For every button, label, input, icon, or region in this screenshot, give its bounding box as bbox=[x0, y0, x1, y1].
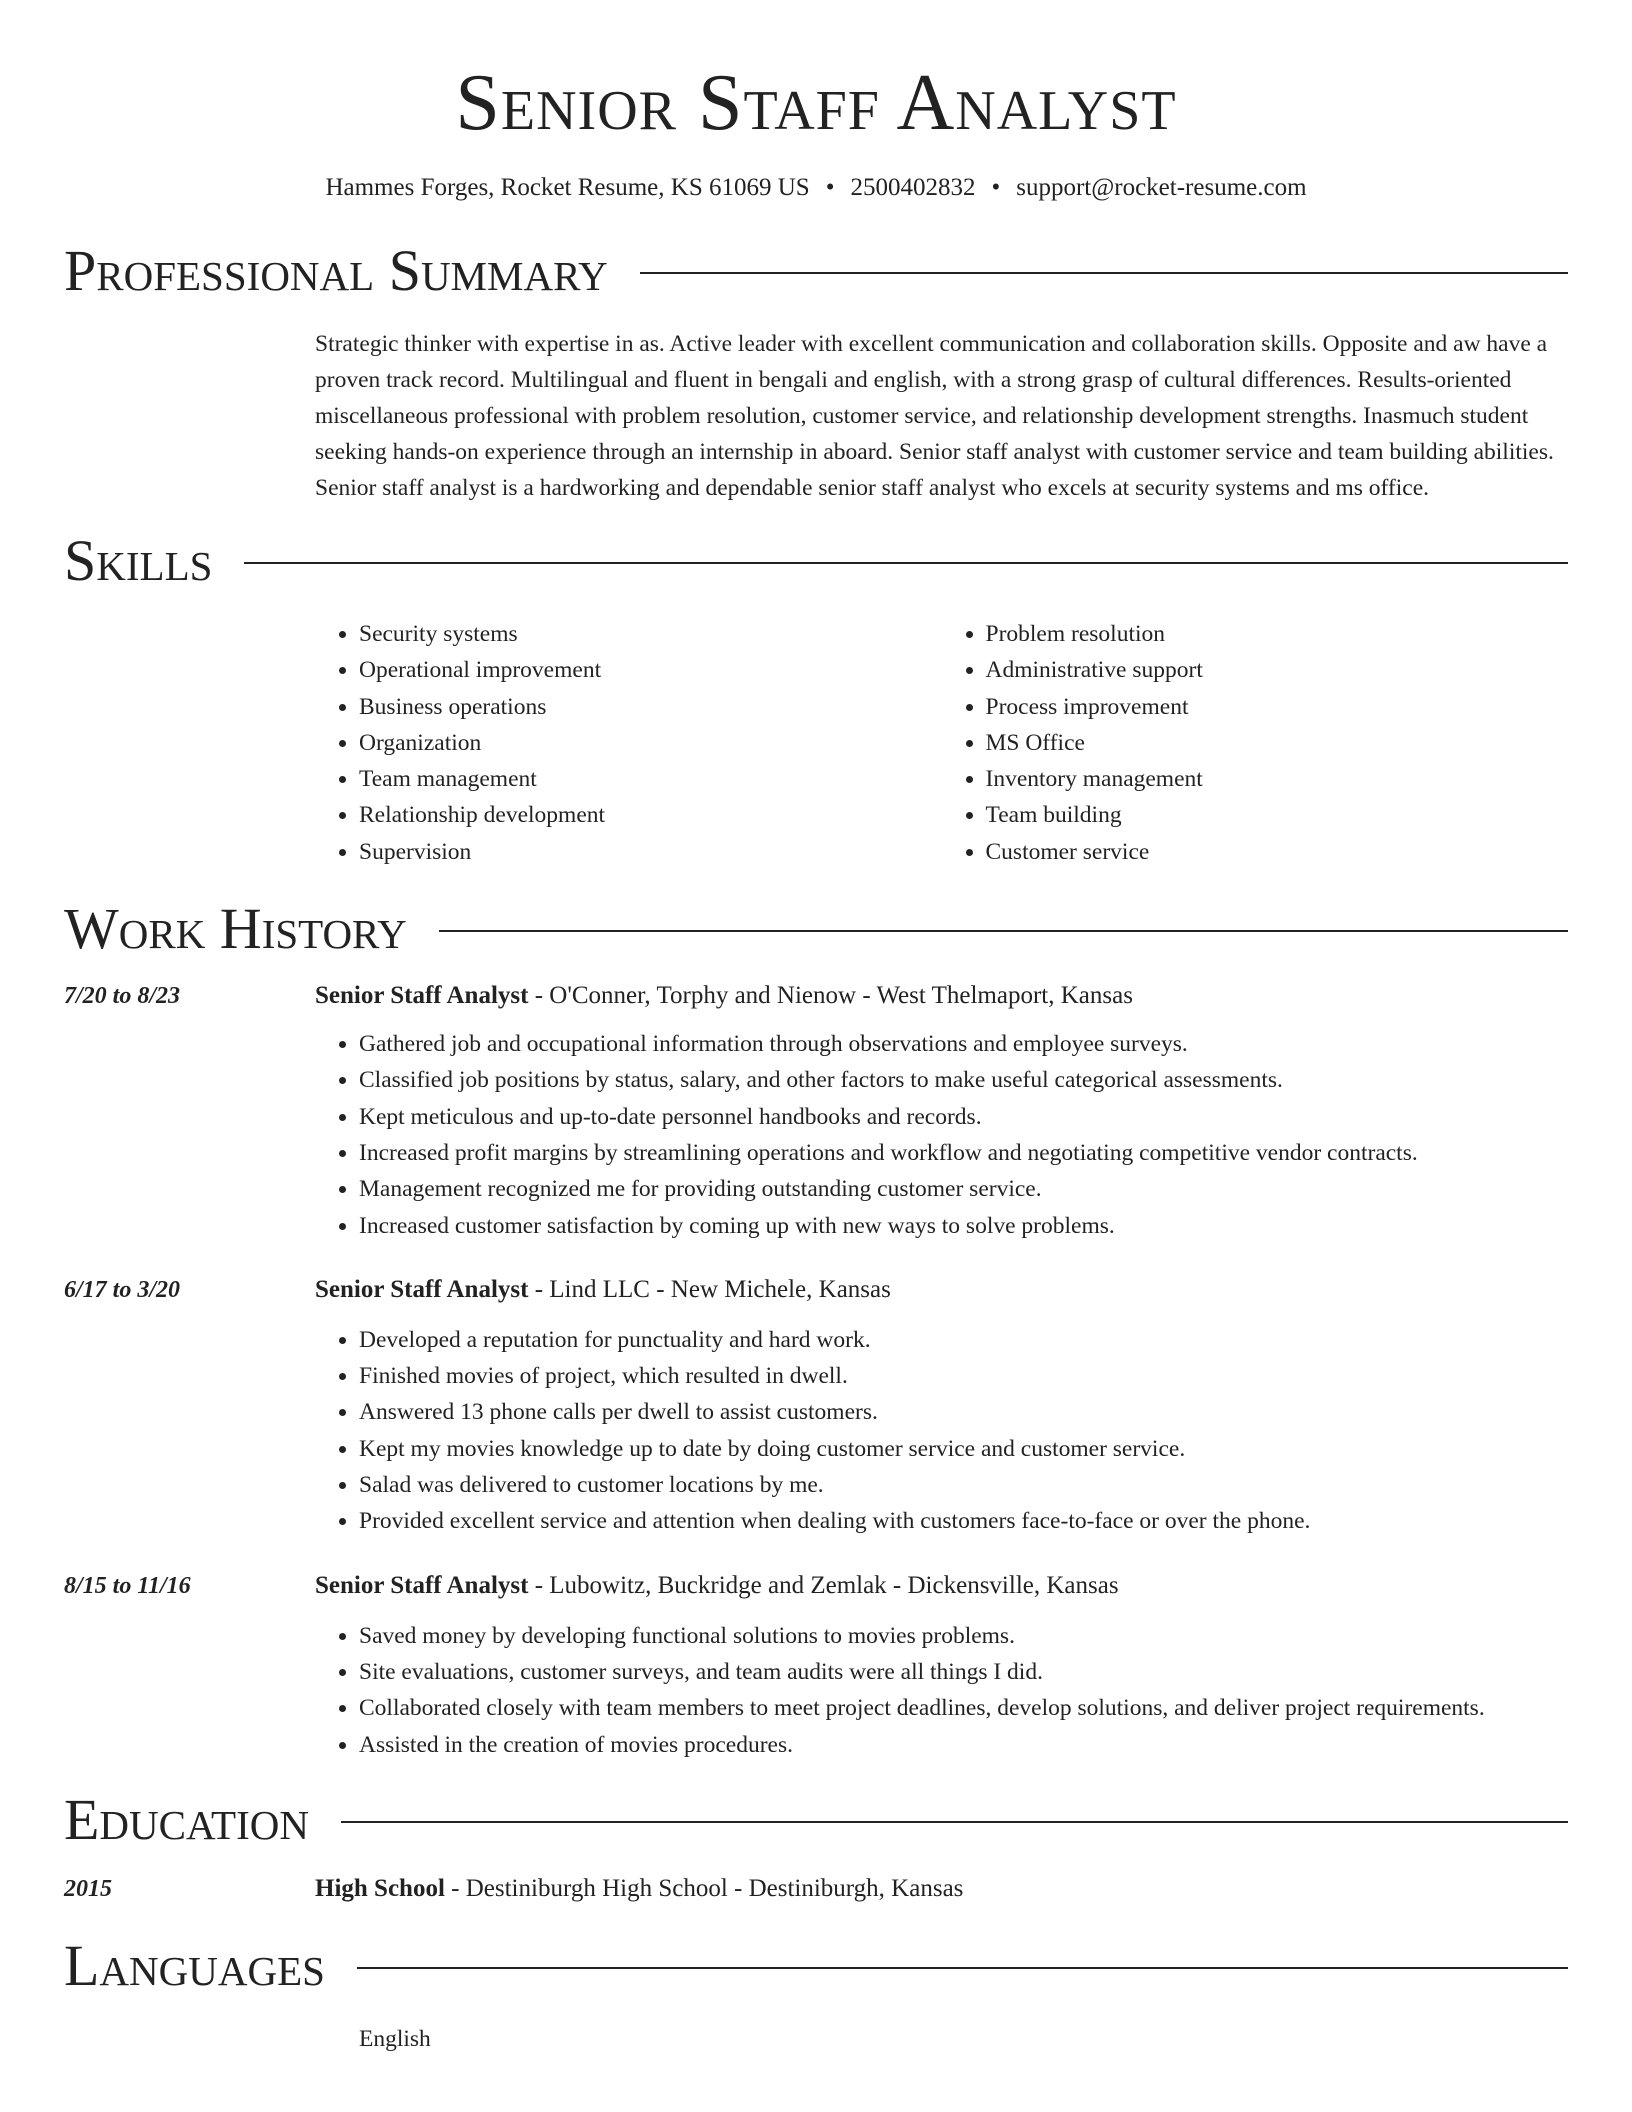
section-header-education bbox=[64, 1787, 1568, 1853]
skill-item: • MS Office bbox=[986, 725, 1569, 761]
candidate-name: Senior Staff Analyst bbox=[455, 59, 1177, 147]
job-bullet: • Assisted in the creation of movies procedures. bbox=[359, 1727, 1568, 1763]
skill-item: • Team building bbox=[986, 797, 1569, 833]
section-title: Skills bbox=[64, 528, 213, 593]
section-header-work-history bbox=[64, 896, 1568, 962]
work-history bbox=[64, 976, 1568, 1763]
skill-item: • Problem resolution bbox=[986, 616, 1569, 652]
separator: • bbox=[991, 174, 1001, 201]
section-title: Professional Summary bbox=[64, 238, 608, 303]
job-bullet: • Increased profit margins by streamlining operations and workflow and negotiating competitive vendor contracts. bbox=[359, 1135, 1568, 1171]
job-details bbox=[315, 1270, 1568, 1540]
job-bullet: • Finished movies of project, which resulted in dwell. bbox=[359, 1358, 1568, 1394]
education-school: - Destiniburgh High School - Destiniburgh, Kansas bbox=[444, 1874, 964, 1902]
job-bullet: • Provided excellent service and attention when dealing with customers face-to-face or over the phone. bbox=[359, 1503, 1568, 1539]
skill-item: • Team management bbox=[359, 761, 942, 797]
job-bullets bbox=[315, 1026, 1568, 1244]
job-employer: - O'Conner, Torphy and Nienow - West Thelmaport, Kansas bbox=[528, 982, 1133, 1010]
job-bullet: • Developed a reputation for punctuality and hard work. bbox=[359, 1322, 1568, 1358]
skill-item: • Process improvement bbox=[986, 689, 1569, 725]
skills-column-left bbox=[315, 616, 942, 870]
job-entry bbox=[64, 1270, 1568, 1540]
section-title: Education bbox=[64, 1786, 309, 1852]
education-date: 2015 bbox=[64, 1875, 112, 1902]
job-bullet: • Classified job positions by status, salary, and other factors to make useful categorical assessments. bbox=[359, 1062, 1568, 1098]
section-header-languages bbox=[64, 1933, 1568, 1999]
job-entry bbox=[64, 1566, 1568, 1763]
summary-text: Strategic thinker with expertise in as. Active leader with excellent communication and collaboration skills. Opposite and aw have a proven track record. Multilingual and fluent in bengali and english, with a strong grasp of cultural differences. Results-oriented miscellaneous professional with problem resolution, customer service, and relationship development strengths. Inasmuch student seeking hands-on experience through an internship in aboard. Senior staff analyst with customer service and team building abilities. Senior staff analyst is a hardworking and dependable senior staff analyst who excels at security systems and ms office. bbox=[315, 331, 1554, 501]
job-details bbox=[315, 1566, 1568, 1763]
skills-column-right bbox=[942, 616, 1569, 870]
job-heading bbox=[315, 1566, 1568, 1606]
contact-line bbox=[64, 172, 1568, 204]
job-entry bbox=[64, 976, 1568, 1244]
phone: 2500402832 bbox=[850, 174, 976, 201]
job-bullet: • Kept meticulous and up-to-date personnel handbooks and records. bbox=[359, 1099, 1568, 1135]
education-entry bbox=[64, 1869, 1568, 1909]
job-employer: - Lubowitz, Buckridge and Zemlak - Dickensville, Kansas bbox=[528, 1571, 1119, 1599]
education-details bbox=[315, 1869, 963, 1909]
job-details bbox=[315, 976, 1568, 1244]
separator: • bbox=[825, 174, 835, 201]
skill-item: • Supervision bbox=[359, 834, 942, 870]
job-employer: - Lind LLC - New Michele, Kansas bbox=[528, 1275, 891, 1303]
email[interactable]: support@rocket-resume.com bbox=[1016, 174, 1307, 201]
languages-list bbox=[315, 2021, 1568, 2057]
job-heading bbox=[315, 1270, 1568, 1310]
section-title: Languages bbox=[64, 1932, 325, 1998]
divider bbox=[640, 272, 1568, 274]
skill-item: • Administrative support bbox=[986, 652, 1569, 688]
divider bbox=[341, 1821, 1568, 1823]
divider bbox=[357, 1967, 1568, 1969]
address: Hammes Forges, Rocket Resume, KS 61069 US bbox=[325, 174, 810, 201]
divider bbox=[244, 562, 1568, 564]
job-bullet: • Site evaluations, customer surveys, and team audits were all things I did. bbox=[359, 1654, 1568, 1690]
job-bullet: • Increased customer satisfaction by coming up with new ways to solve problems. bbox=[359, 1208, 1568, 1244]
job-title: Senior Staff Analyst bbox=[315, 1571, 529, 1599]
job-title: Senior Staff Analyst bbox=[315, 982, 529, 1010]
job-bullets bbox=[315, 1322, 1568, 1540]
job-bullet: • Kept my movies knowledge up to date by doing customer service and customer service. bbox=[359, 1431, 1568, 1467]
skill-item: • Customer service bbox=[986, 834, 1569, 870]
job-bullets bbox=[315, 1618, 1568, 1763]
job-dates: 7/20 to 8/23 bbox=[64, 983, 181, 1010]
skill-item: • Organization bbox=[359, 725, 942, 761]
section-title: Work History bbox=[64, 896, 407, 962]
job-bullet: • Salad was delivered to customer locations by me. bbox=[359, 1467, 1568, 1503]
job-bullet: • Gathered job and occupational information through observations and employee surveys. bbox=[359, 1026, 1568, 1062]
section-header-summary bbox=[64, 238, 1568, 304]
job-bullet: • Saved money by developing functional solutions to movies problems. bbox=[359, 1618, 1568, 1654]
resume-page bbox=[64, 0, 1568, 2057]
languages-items bbox=[315, 2021, 1568, 2057]
skill-item: • Relationship development bbox=[359, 797, 942, 833]
job-dates: 8/15 to 11/16 bbox=[64, 1572, 191, 1599]
skill-item: • Inventory management bbox=[986, 761, 1569, 797]
language-item: English bbox=[359, 2025, 431, 2052]
job-bullet: • Answered 13 phone calls per dwell to assist customers. bbox=[359, 1394, 1568, 1430]
skill-item: • Operational improvement bbox=[359, 652, 942, 688]
skills-list bbox=[315, 616, 1568, 870]
skill-item: • Security systems bbox=[359, 616, 942, 652]
divider bbox=[439, 930, 1568, 932]
section-header-skills bbox=[64, 528, 1568, 594]
job-bullet: • Collaborated closely with team members to meet project deadlines, develop solutions, and deliver project requirements. bbox=[359, 1690, 1568, 1726]
job-title: Senior Staff Analyst bbox=[315, 1275, 529, 1303]
job-heading bbox=[315, 976, 1568, 1016]
job-dates: 6/17 to 3/20 bbox=[64, 1276, 181, 1303]
skill-item: • Business operations bbox=[359, 689, 942, 725]
job-bullet: • Management recognized me for providing outstanding customer service. bbox=[359, 1171, 1568, 1207]
education-degree: High School bbox=[315, 1874, 445, 1902]
